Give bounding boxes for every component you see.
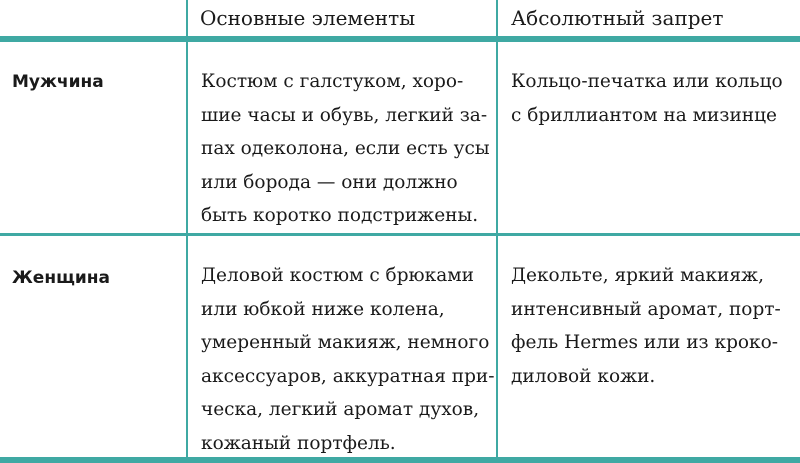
text-line: ческа, легкий аромат духов,	[201, 399, 480, 421]
text-line: Кольцо-печатка или кольцо	[511, 71, 783, 92]
text-line: Декольте, яркий макияж,	[511, 265, 764, 286]
header-rule	[0, 36, 800, 42]
text-line: пах одеколона, если есть усы	[201, 138, 490, 160]
row-label-man: Мужчина	[12, 72, 104, 92]
text-line: диловой кожи.	[511, 365, 656, 387]
woman-forbidden	[511, 259, 781, 393]
man-main-elements	[201, 65, 490, 233]
header-absolute-prohibition: Абсолютный запрет	[511, 6, 724, 30]
text-line: шие часы и обувь, легкий за-	[201, 104, 488, 126]
text-line: аксессуаров, аккуратная при-	[201, 365, 495, 387]
man-forbidden	[511, 65, 783, 132]
header-main-elements: Основные элементы	[200, 6, 416, 30]
text-line: Деловой костюм с брюками	[201, 265, 474, 286]
text-line: или юбкой ниже колена,	[201, 298, 445, 320]
column-divider-1	[186, 0, 188, 463]
text-line: фель Hermes или из кроко-	[511, 332, 779, 354]
woman-main-elements	[201, 259, 495, 461]
row-divider	[0, 233, 800, 236]
column-divider-2	[496, 0, 498, 463]
text-line: Костюм с галстуком, хоро-	[201, 71, 464, 92]
text-line: умеренный макияж, немного	[201, 332, 490, 354]
text-line: или борода — они должно	[201, 171, 458, 193]
row-label-woman: Женщина	[12, 268, 111, 288]
text-line: с бриллиантом на мизинце	[511, 104, 777, 126]
text-line: кожаный портфель.	[201, 432, 396, 454]
text-line: интенсивный аромат, порт-	[511, 298, 781, 320]
text-line: быть коротко подстрижены.	[201, 205, 479, 227]
